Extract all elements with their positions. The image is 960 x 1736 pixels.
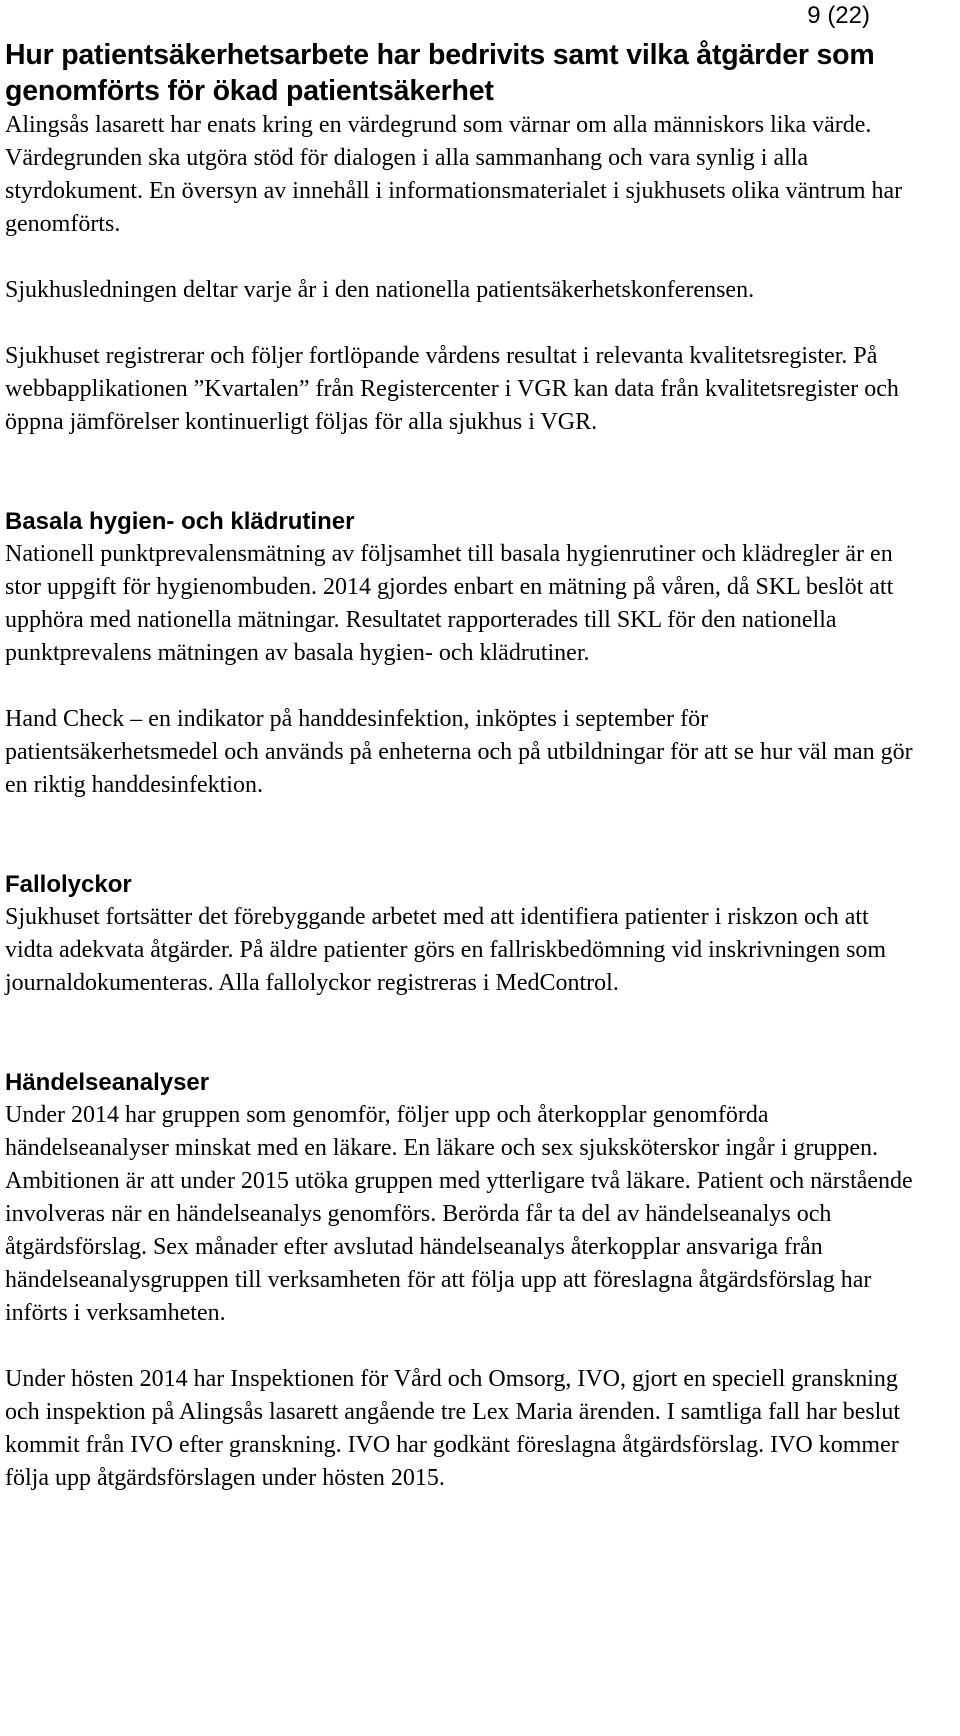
intro-paragraph-values: Alingsås lasarett har enats kring en värdegrund som värnar om alla människors lika värde. Värdegrunden ska utgöra stöd för dialogen i alla sammanhang och vara synlig i alla styrdokument. En översyn av innehåll i informationsmaterialet i sjukhusets olika väntrum har genomförts. bbox=[5, 112, 903, 237]
section-heading-falls: Fallolyckor bbox=[5, 871, 132, 898]
event-analyses-paragraph-ivo: Under hösten 2014 har Inspektionen för Vård och Omsorg, IVO, gjort en speciell granskning och inspektion på Alingsås lasarett angående tre Lex Maria ärenden. I samtliga fall har beslut kommit från IVO efter granskning. IVO har godkänt föreslagna åtgärdsförslag. IVO kommer följa upp åtgärdsförslagen under hösten 2015. bbox=[5, 1366, 901, 1491]
paragraph-spacer bbox=[5, 1330, 920, 1363]
intro-paragraph-conference: Sjukhusledningen deltar varje år i den nationella patientsäkerhetskonferensen. bbox=[5, 277, 755, 303]
page-content bbox=[5, 37, 920, 1495]
section-spacer bbox=[5, 439, 920, 505]
falls-paragraph: Sjukhuset fortsätter det förebyggande arbetet med att identifiera patienter i riskzon och att vidta adekvata åtgärder. På äldre patienter görs en fallriskbedömning vid inskrivningen som journaldokumenteras. Alla fallolyckor registreras i MedControl. bbox=[5, 904, 887, 996]
paragraph-spacer bbox=[5, 670, 920, 703]
page-title: Hur patientsäkerhetsarbete har bedrivits samt vilka åtgärder som genomförts för ökad patientsäkerhet bbox=[5, 39, 875, 107]
event-analyses-paragraph-group: Under 2014 har gruppen som genomför, följer upp och återkopplar genomförda händelseanalyser minskat med en läkare. En läkare och sex sjuksköterskor ingår i gruppen. Ambitionen är att under 2015 utöka gruppen med ytterligare två läkare. Patient och närstående involveras när en händelseanalys genomförs. Berörda får ta del av händelseanalys och åtgärdsförslag. Sex månader efter avslutad händelseanalys återkopplar ansvariga från händelseanalysgruppen till verksamheten för att följa upp att föreslagna åtgärdsförslag har införts i verksamheten. bbox=[5, 1102, 913, 1326]
paragraph-spacer bbox=[5, 307, 920, 340]
section-heading-event-analyses: Händelseanalyser bbox=[5, 1069, 210, 1096]
section-spacer bbox=[5, 1000, 920, 1066]
paragraph-spacer bbox=[5, 241, 920, 274]
intro-paragraph-registers: Sjukhuset registrerar och följer fortlöpande vårdens resultat i relevanta kvalitetsregister. På webbapplikationen ”Kvartalen” från Registercenter i VGR kan data från kvalitetsregister och öppna jämförelser kontinuerligt följas för alla sjukhus i VGR. bbox=[5, 343, 899, 435]
hygiene-paragraph-measurement: Nationell punktprevalensmätning av följsamhet till basala hygienrutiner och klädregler är en stor uppgift för hygienombuden. 2014 gjordes enbart en mätning på våren, då SKL beslöt att upphöra med nationella mätningar. Resultatet rapporterades till SKL för den nationella punktprevalens mätningen av basala hygien- och klädrutiner. bbox=[5, 541, 894, 666]
page-number: 9 (22) bbox=[807, 2, 870, 29]
section-heading-hygiene: Basala hygien- och klädrutiner bbox=[5, 508, 355, 535]
hygiene-paragraph-hand-check: Hand Check – en indikator på handdesinfektion, inköptes i september för patientsäkerhetsmedel och används på enheterna och på utbildningar för att se hur väl man gör en riktig handdesinfektion. bbox=[5, 706, 913, 798]
section-spacer bbox=[5, 802, 920, 868]
